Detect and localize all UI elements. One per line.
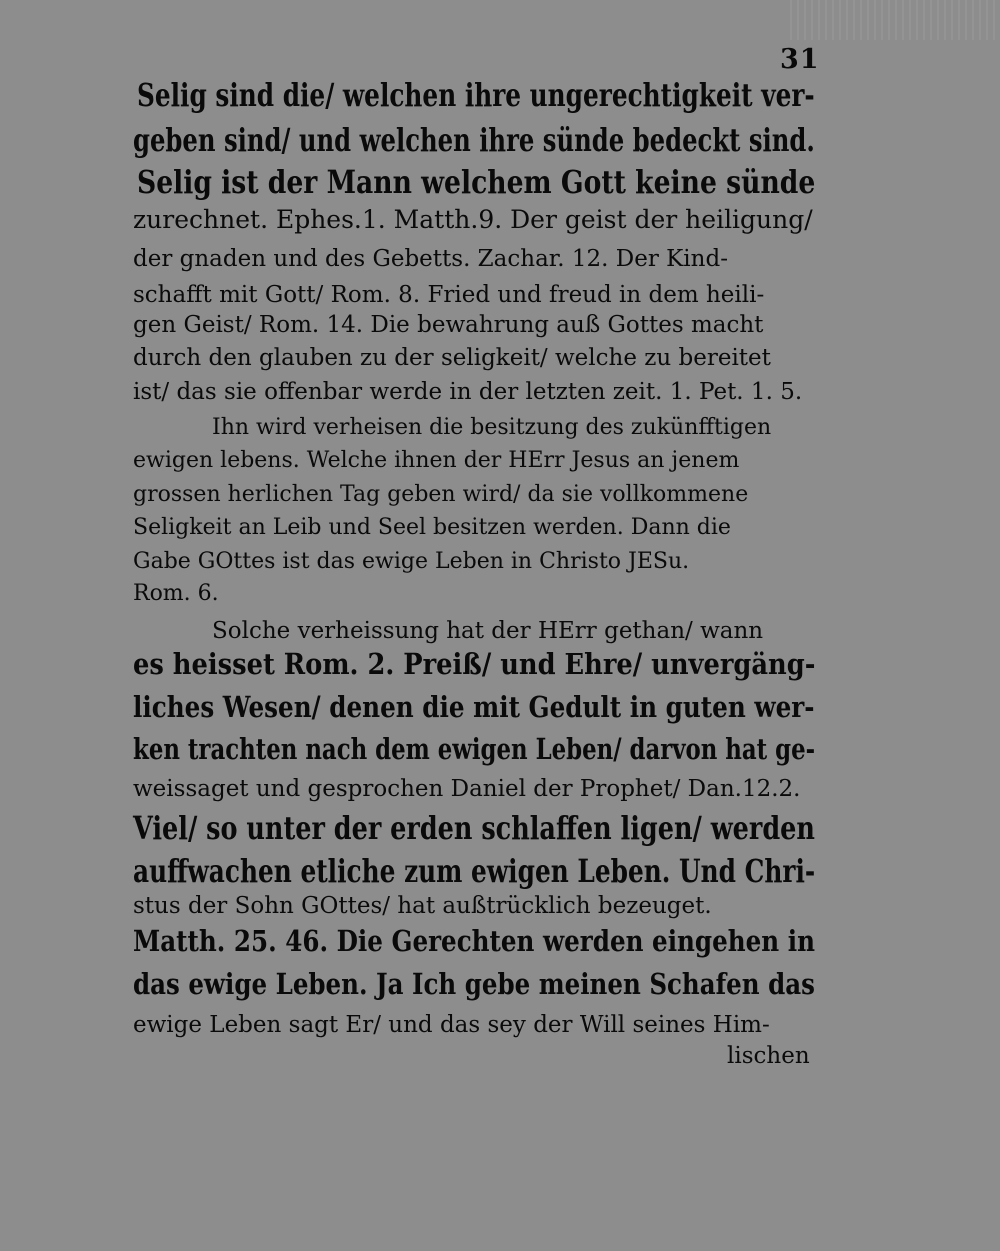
text-line-1: Selig sind die/ welchen ihre ungerechtigkeit ver- [137,76,815,114]
text-line-11: ewigen lebens. Welche ihnen der HErr Jesus an jenem [133,448,740,473]
catchword: lischen [727,1043,810,1069]
text-line-26: ewige Leben sagt Er/ und das sey der Will seines Him- [133,1012,770,1038]
text-line-4: zurechnet. Ephes.1. Matth.9. Der geist der heiligung/ [133,205,813,234]
text-line-18: liches Wesen/ denen die mit Gedult in guten wer- [133,690,815,724]
text-line-13: Seligkeit an Leib und Seel besitzen werden. Dann die [133,515,731,540]
text-line-12: grossen herlichen Tag geben wird/ da sie vollkommene [133,482,749,507]
text-line-9: ist/ das sie offenbar werde in der letzten zeit. 1. Pet. 1. 5. [133,379,803,405]
page-number: 31 [780,44,820,75]
text-line-5: der gnaden und des Gebetts. Zachar. 12. Der Kind- [133,246,728,272]
text-line-7: gen Geist/ Rom. 14. Die bewahrung auß Gottes macht [133,312,764,338]
text-line-22: auffwachen etliche zum ewigen Leben. Und Chri- [133,852,816,890]
text-line-19: ken trachten nach dem ewigen Leben/ darvon hat ge- [133,732,816,766]
text-line-8: durch den glauben zu der seligkeit/ welche zu bereitet [133,345,771,371]
text-line-2: geben sind/ und welchen ihre sünde bedeckt sind. [133,121,815,159]
text-line-15: Rom. 6. [133,581,219,606]
scan-noise [790,0,1000,40]
text-line-20: weissaget und gesprochen Daniel der Prophet/ Dan.12.2. [133,776,801,802]
text-line-6: schafft mit Gott/ Rom. 8. Fried und freud in dem heili- [133,282,765,308]
text-line-24: Matth. 25. 46. Die Gerechten werden eingehen in [133,924,815,958]
text-line-25: das ewige Leben. Ja Ich gebe meinen Schafen das [133,967,815,1001]
text-line-14: Gabe GOttes ist das ewige Leben in Christo JESu. [133,549,690,574]
text-line-10: Ihn wird verheisen die besitzung des zukünfftigen [212,415,772,440]
text-line-3: Selig ist der Mann welchem Gott keine sünde [137,163,816,201]
text-line-23: stus der Sohn GOttes/ hat außtrücklich bezeuget. [133,893,712,919]
text-line-16: Solche verheissung hat der HErr gethan/ wann [212,618,764,644]
text-line-21: Viel/ so unter der erden schlaffen ligen/ werden [133,809,815,847]
text-line-17: es heisset Rom. 2. Preiß/ und Ehre/ unvergäng- [133,647,816,681]
